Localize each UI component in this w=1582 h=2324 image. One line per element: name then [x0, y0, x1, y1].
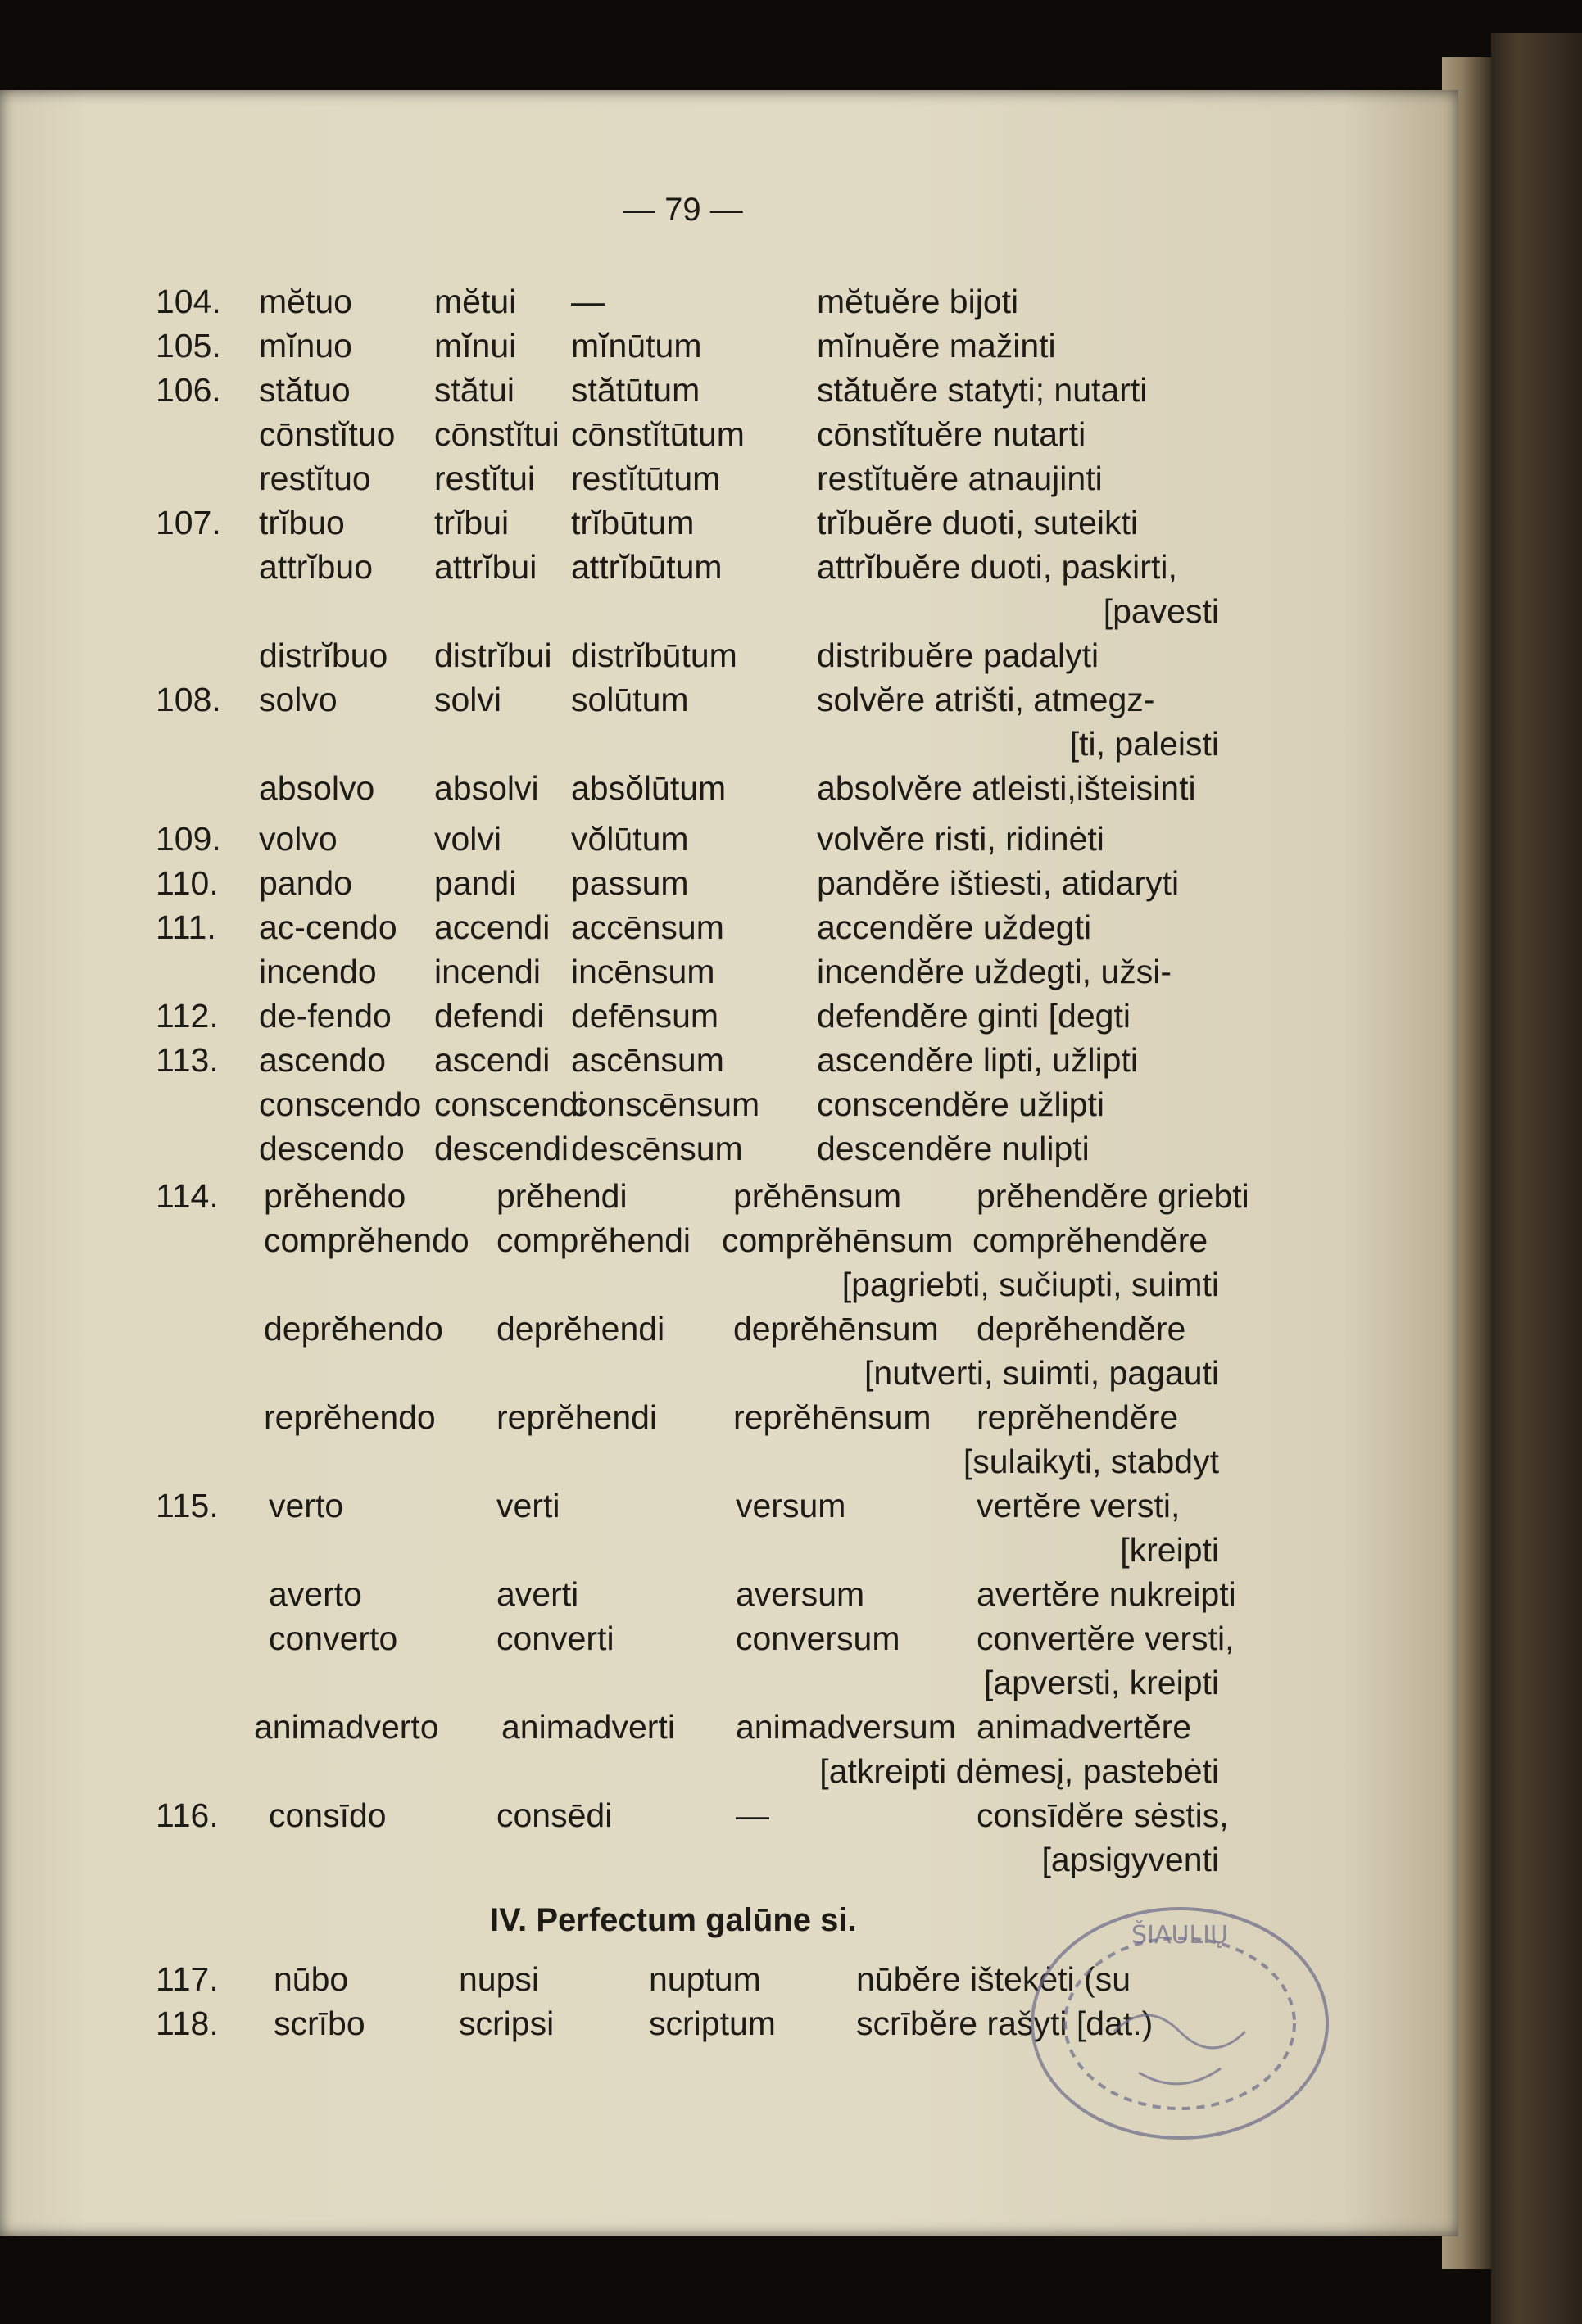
infinitive-translation: attrĭbuĕre duoti, paskirti, — [817, 548, 1177, 586]
entry-number: 109. — [156, 820, 221, 858]
present-form: reprĕhendo — [264, 1398, 436, 1436]
present-form: mĭnuo — [259, 327, 352, 365]
entry-number: 112. — [156, 997, 219, 1035]
perfect-form: cōnstĭtui — [434, 415, 560, 453]
infinitive-translation: animadvertĕre — [977, 1708, 1192, 1746]
present-form: deprĕhendo — [264, 1310, 443, 1348]
present-form: solvo — [259, 681, 338, 718]
supine-form: vŏlūtum — [571, 820, 689, 858]
supine-form: stătūtum — [571, 371, 700, 409]
supine-form: — — [736, 1796, 769, 1834]
infinitive-translation: [sulaikyti, stabdyt — [963, 1443, 1219, 1480]
perfect-form: comprĕhendi — [496, 1221, 691, 1259]
infinitive-translation: [apsigyventi — [1041, 1841, 1219, 1878]
infinitive-translation: [apversti, kreipti — [983, 1664, 1219, 1701]
entry-number: 114. — [156, 1177, 219, 1215]
supine-form: scriptum — [649, 2005, 776, 2042]
infinitive-translation: ascendĕre lipti, užlipti — [817, 1041, 1138, 1079]
present-form: de-fendo — [259, 997, 392, 1035]
supine-form: passum — [571, 864, 689, 902]
supine-form: ascēnsum — [571, 1041, 724, 1079]
entry-number: 107. — [156, 504, 221, 541]
supine-form: descēnsum — [571, 1130, 743, 1167]
present-form: incendo — [259, 953, 377, 990]
infinitive-translation: nūbĕre ištekėti (su — [856, 1960, 1131, 1998]
entry-number: 113. — [156, 1041, 219, 1079]
infinitive-translation: conscendĕre užlipti — [817, 1085, 1104, 1123]
perfect-form: stătui — [434, 371, 514, 409]
supine-form: — — [571, 283, 605, 320]
entry-number: 106. — [156, 371, 221, 409]
entry-number: 117. — [156, 1960, 219, 1998]
infinitive-translation: [nutverti, suimti, pagauti — [864, 1354, 1219, 1392]
perfect-form: accendi — [434, 908, 551, 946]
perfect-form: prĕhendi — [496, 1177, 628, 1215]
perfect-form: mĕtui — [434, 283, 517, 320]
infinitive-translation: [kreipti — [1120, 1531, 1219, 1569]
present-form: scrībo — [274, 2005, 365, 2042]
infinitive-translation: volvĕre risti, ridinėti — [817, 820, 1104, 858]
perfect-form: scripsi — [459, 2005, 555, 2042]
infinitive-translation: [pavesti — [1103, 592, 1219, 630]
present-form: conscendo — [259, 1085, 422, 1123]
perfect-form: averti — [496, 1575, 579, 1613]
infinitive-translation: stătuĕre statyti; nutarti — [817, 371, 1148, 409]
infinitive-translation: avertĕre nukreipti — [977, 1575, 1236, 1613]
perfect-form: restĭtui — [434, 460, 536, 497]
perfect-form: verti — [496, 1487, 560, 1524]
supine-form: prĕhēnsum — [733, 1177, 902, 1215]
supine-form: conscēnsum — [571, 1085, 760, 1123]
infinitive-translation: mĭnuĕre mažinti — [817, 327, 1056, 365]
present-form: animadverto — [254, 1708, 439, 1746]
perfect-form: animadverti — [501, 1708, 675, 1746]
perfect-form: volvi — [434, 820, 502, 858]
entry-number: 110. — [156, 864, 219, 902]
entry-number: 116. — [156, 1796, 219, 1834]
supine-form: animadversum — [736, 1708, 956, 1746]
entry-number: 111. — [156, 908, 216, 946]
perfect-form: distrĭbui — [434, 636, 552, 674]
supine-form: nuptum — [649, 1960, 761, 1998]
infinitive-translation: comprĕhendĕre — [972, 1221, 1208, 1259]
perfect-form: absolvi — [434, 769, 539, 807]
supine-form: accēnsum — [571, 908, 724, 946]
present-form: stătuo — [259, 371, 351, 409]
infinitive-translation: distribuĕre padalyti — [817, 636, 1099, 674]
entry-number: 105. — [156, 327, 221, 365]
supine-form: solūtum — [571, 681, 689, 718]
supine-form: restĭtūtum — [571, 460, 721, 497]
present-form: converto — [269, 1620, 398, 1657]
perfect-form: defendi — [434, 997, 545, 1035]
supine-form: absŏlūtum — [571, 769, 727, 807]
entry-number: 115. — [156, 1487, 219, 1524]
present-form: pando — [259, 864, 353, 902]
infinitive-translation: descendĕre nulipti — [817, 1130, 1090, 1167]
present-form: ac-cendo — [259, 908, 397, 946]
infinitive-translation: accendĕre uždegti — [817, 908, 1092, 946]
present-form: averto — [269, 1575, 362, 1613]
infinitive-translation: deprĕhendĕre — [977, 1310, 1186, 1348]
perfect-form: attrĭbui — [434, 548, 537, 586]
perfect-form: incendi — [434, 953, 541, 990]
present-form: volvo — [259, 820, 338, 858]
entry-number: 118. — [156, 2005, 219, 2042]
infinitive-translation: reprĕhendĕre — [977, 1398, 1179, 1436]
book-cover-edge — [1491, 33, 1582, 2324]
entry-number: 104. — [156, 283, 221, 320]
supine-form: aversum — [736, 1575, 865, 1613]
infinitive-translation: vertĕre versti, — [977, 1487, 1181, 1524]
present-form: trĭbuo — [259, 504, 345, 541]
perfect-form: trĭbui — [434, 504, 510, 541]
infinitive-translation: consīdĕre sėstis, — [977, 1796, 1229, 1834]
infinitive-translation: pandĕre ištiesti, atidaryti — [817, 864, 1180, 902]
infinitive-translation: cōnstĭtuĕre nutarti — [817, 415, 1086, 453]
perfect-form: reprĕhendi — [496, 1398, 658, 1436]
infinitive-translation: restĭtuĕre atnaujinti — [817, 460, 1103, 497]
library-stamp — [1016, 1892, 1335, 2146]
present-form: distrĭbuo — [259, 636, 388, 674]
present-form: consīdo — [269, 1796, 387, 1834]
supine-form: comprĕhēnsum — [722, 1221, 954, 1259]
perfect-form: mĭnui — [434, 327, 517, 365]
infinitive-translation: trĭbuĕre duoti, suteikti — [817, 504, 1138, 541]
infinitive-translation: incendĕre uždegti, užsi- — [817, 953, 1172, 990]
present-form: descendo — [259, 1130, 405, 1167]
infinitive-translation: mĕtuĕre bijoti — [817, 283, 1019, 320]
present-form: attrĭbuo — [259, 548, 374, 586]
stamp-text: ŠIAULIŲ — [1131, 1921, 1228, 1950]
supine-form: trĭbūtum — [571, 504, 695, 541]
infinitive-translation: scrībĕre rašyti [dat.) — [856, 2005, 1154, 2042]
infinitive-translation: absolvĕre atleisti,išteisinti — [817, 769, 1196, 807]
present-form: restĭtuo — [259, 460, 371, 497]
infinitive-translation: defendĕre ginti [degti — [817, 997, 1131, 1035]
page-number: — 79 — — [623, 192, 743, 228]
infinitive-translation: [ti, paleisti — [1069, 725, 1219, 763]
present-form: prĕhendo — [264, 1177, 406, 1215]
perfect-form: solvi — [434, 681, 502, 718]
supine-form: reprĕhēnsum — [733, 1398, 932, 1436]
present-form: ascendo — [259, 1041, 387, 1079]
perfect-form: deprĕhendi — [496, 1310, 665, 1348]
supine-form: conversum — [736, 1620, 900, 1657]
perfect-form: nupsi — [459, 1960, 540, 1998]
supine-form: distrĭbūtum — [571, 636, 737, 674]
entry-number: 108. — [156, 681, 221, 718]
infinitive-translation: convertĕre versti, — [977, 1620, 1235, 1657]
infinitive-translation: solvĕre atrišti, atmegz- — [817, 681, 1155, 718]
present-form: absolvo — [259, 769, 375, 807]
present-form: verto — [269, 1487, 344, 1524]
perfect-form: descendi — [434, 1130, 569, 1167]
perfect-form: conscendi — [434, 1085, 586, 1123]
supine-form: incēnsum — [571, 953, 715, 990]
infinitive-translation: [pagriebti, sučiupti, suimti — [841, 1266, 1219, 1303]
infinitive-translation: prĕhendĕre griebti — [977, 1177, 1249, 1215]
perfect-form: ascendi — [434, 1041, 551, 1079]
perfect-form: pandi — [434, 864, 517, 902]
supine-form: mĭnūtum — [571, 327, 702, 365]
supine-form: attrĭbūtum — [571, 548, 723, 586]
supine-form: defēnsum — [571, 997, 719, 1035]
present-form: mĕtuo — [259, 283, 352, 320]
present-form: cōnstĭtuo — [259, 415, 396, 453]
supine-form: versum — [736, 1487, 846, 1524]
perfect-form: consēdi — [496, 1796, 613, 1834]
supine-form: deprĕhēnsum — [733, 1310, 939, 1348]
present-form: comprĕhendo — [264, 1221, 469, 1259]
supine-form: cōnstĭtūtum — [571, 415, 745, 453]
present-form: nūbo — [274, 1960, 349, 1998]
perfect-form: converti — [496, 1620, 614, 1657]
infinitive-translation: [atkreipti dėmesį, pastebėti — [819, 1752, 1219, 1790]
section-heading: IV. Perfectum galūne si. — [490, 1902, 857, 1938]
